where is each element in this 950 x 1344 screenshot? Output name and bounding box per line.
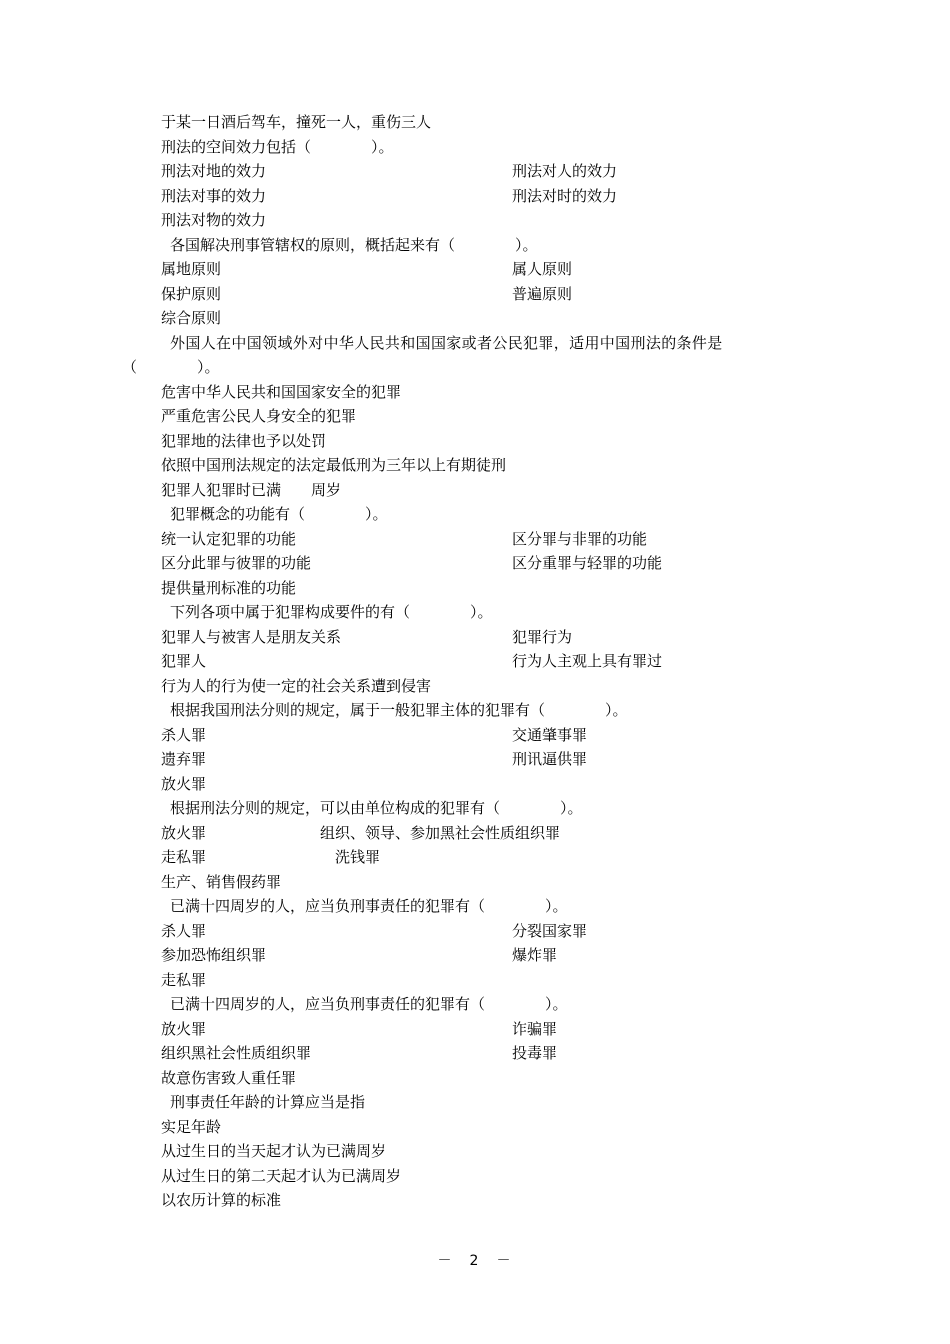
question-line bbox=[0, 502, 950, 527]
option-row bbox=[0, 772, 950, 797]
option-row bbox=[0, 306, 950, 331]
option-right: 犯罪行为 bbox=[512, 627, 573, 646]
option-row bbox=[0, 159, 950, 184]
option-left: 放火罪 bbox=[161, 823, 207, 842]
question-text: 外国人在中国领域外对中华人民共和国国家或者公民犯罪，适用中国刑法的条件是 bbox=[170, 333, 723, 352]
question-line bbox=[0, 1090, 950, 1115]
option-row bbox=[0, 380, 950, 405]
option-row bbox=[0, 453, 950, 478]
option-row bbox=[0, 870, 950, 895]
option-left: 保护原则 bbox=[161, 284, 222, 303]
option-row bbox=[0, 747, 950, 772]
option-left: 刑法对地的效力 bbox=[161, 162, 267, 180]
question-line bbox=[0, 796, 950, 821]
option-left: 以农历计算的标准 bbox=[161, 1191, 282, 1209]
option-row bbox=[0, 257, 950, 282]
option-left: 统一认定犯罪的功能 bbox=[161, 529, 297, 548]
question-line bbox=[0, 135, 950, 160]
option-right: 组织、领导、参加黑社会性质组织罪 bbox=[320, 823, 561, 842]
option-right: 洗钱罪 bbox=[335, 848, 381, 866]
question-text: 各国解决刑事管辖权的原则，概括起来有（ ）。 bbox=[170, 235, 538, 254]
question-line bbox=[0, 331, 950, 356]
question-line bbox=[0, 233, 950, 258]
option-left: 杀人罪 bbox=[161, 921, 207, 940]
option-row bbox=[0, 282, 950, 307]
option-left: 组织黑社会性质组织罪 bbox=[161, 1044, 312, 1062]
option-left: 参加恐怖组织罪 bbox=[161, 946, 267, 964]
option-left: 走私罪 bbox=[161, 970, 207, 989]
option-row bbox=[0, 625, 950, 650]
option-left: 区分此罪与彼罪的功能 bbox=[161, 554, 312, 572]
option-row bbox=[0, 208, 950, 233]
option-left: 犯罪人与被害人是朋友关系 bbox=[161, 627, 342, 646]
question-line bbox=[0, 894, 950, 919]
option-right: 属人原则 bbox=[512, 260, 573, 278]
option-left: 生产、销售假药罪 bbox=[161, 872, 282, 891]
option-row bbox=[0, 478, 950, 503]
option-row bbox=[0, 429, 950, 454]
question-continuation bbox=[0, 355, 950, 380]
option-right: 交通肇事罪 bbox=[512, 725, 588, 744]
option-row bbox=[0, 551, 950, 576]
option-left: 依照中国刑法规定的法定最低刑为三年以上有期徒刑 bbox=[161, 456, 507, 474]
option-right: 诈骗罪 bbox=[512, 1019, 558, 1038]
option-row bbox=[0, 1066, 950, 1091]
question-line bbox=[0, 698, 950, 723]
option-right: 刑法对时的效力 bbox=[512, 186, 618, 205]
option-row bbox=[0, 1164, 950, 1189]
option-right: 分裂国家罪 bbox=[512, 921, 588, 940]
question-text: 已满十四周岁的人，应当负刑事责任的犯罪有（ ）。 bbox=[170, 897, 568, 915]
option-left: 严重危害公民人身安全的犯罪 bbox=[161, 407, 357, 425]
option-row bbox=[0, 943, 950, 968]
option-row bbox=[0, 404, 950, 429]
option-right: 普遍原则 bbox=[512, 284, 573, 303]
option-left: 犯罪地的法律也予以处罚 bbox=[161, 431, 327, 450]
question-text: 根据刑法分则的规定，可以由单位构成的犯罪有（ ）。 bbox=[170, 799, 583, 817]
option-row bbox=[0, 723, 950, 748]
option-right: 行为人主观上具有罪过 bbox=[512, 652, 663, 670]
question-line bbox=[0, 600, 950, 625]
option-right: 投毒罪 bbox=[512, 1044, 558, 1062]
question-text: 下列各项中属于犯罪构成要件的有（ ）。 bbox=[170, 603, 493, 621]
question-text: 已满十四周岁的人，应当负刑事责任的犯罪有（ ）。 bbox=[170, 995, 568, 1013]
option-right: 刑讯逼供罪 bbox=[512, 750, 588, 768]
option-left: 提供量刑标准的功能 bbox=[161, 578, 297, 597]
option-left: 犯罪人 bbox=[161, 652, 207, 670]
option-left: 犯罪人犯罪时已满 周岁 bbox=[161, 480, 342, 499]
option-left: 走私罪 bbox=[161, 848, 207, 866]
option-row bbox=[0, 821, 950, 846]
option-right: 区分罪与非罪的功能 bbox=[512, 529, 648, 548]
option-row bbox=[0, 1041, 950, 1066]
option-row bbox=[0, 527, 950, 552]
question-line bbox=[0, 992, 950, 1017]
document-body bbox=[0, 110, 950, 1213]
option-left: 行为人的行为使一定的社会关系遭到侵害 bbox=[161, 676, 432, 695]
question-text: 犯罪概念的功能有（ ）。 bbox=[170, 505, 388, 523]
question-text: （ ）。 bbox=[122, 358, 220, 376]
question-text: 根据我国刑法分则的规定，属于一般犯罪主体的犯罪有（ ）。 bbox=[170, 701, 628, 719]
option-left: 放火罪 bbox=[161, 1019, 207, 1038]
option-left: 故意伤害致人重任罪 bbox=[161, 1068, 297, 1087]
option-left: 危害中华人民共和国国家安全的犯罪 bbox=[161, 382, 402, 401]
question-text: 刑事责任年龄的计算应当是指 bbox=[170, 1093, 366, 1111]
option-right: 区分重罪与轻罪的功能 bbox=[512, 554, 663, 572]
option-row bbox=[0, 845, 950, 870]
option-left: 刑法对物的效力 bbox=[161, 211, 267, 229]
option-right: 爆炸罪 bbox=[512, 946, 558, 964]
option-row bbox=[0, 919, 950, 944]
option-row bbox=[0, 1115, 950, 1140]
option-row bbox=[0, 576, 950, 601]
option-row bbox=[0, 968, 950, 993]
option-row bbox=[0, 184, 950, 209]
option-row bbox=[0, 1188, 950, 1213]
option-left: 遗弃罪 bbox=[161, 750, 207, 768]
option-left: 综合原则 bbox=[161, 309, 222, 327]
text-line bbox=[0, 110, 950, 135]
option-row bbox=[0, 1139, 950, 1164]
question-text: 刑法的空间效力包括（ ）。 bbox=[161, 137, 394, 156]
page-number: － 2 － bbox=[437, 1253, 513, 1269]
option-left: 刑法对事的效力 bbox=[161, 186, 267, 205]
option-left: 从过生日的第二天起才认为已满周岁 bbox=[161, 1166, 402, 1185]
option-left: 实足年龄 bbox=[161, 1117, 222, 1136]
option-row bbox=[0, 674, 950, 699]
line-text: 于某一日酒后驾车，撞死一人，重伤三人 bbox=[161, 113, 432, 131]
option-right: 刑法对人的效力 bbox=[512, 162, 618, 180]
option-row bbox=[0, 649, 950, 674]
option-left: 从过生日的当天起才认为已满周岁 bbox=[161, 1142, 387, 1160]
option-left: 杀人罪 bbox=[161, 725, 207, 744]
option-row bbox=[0, 1017, 950, 1042]
option-left: 放火罪 bbox=[161, 774, 207, 793]
option-left: 属地原则 bbox=[161, 260, 222, 278]
